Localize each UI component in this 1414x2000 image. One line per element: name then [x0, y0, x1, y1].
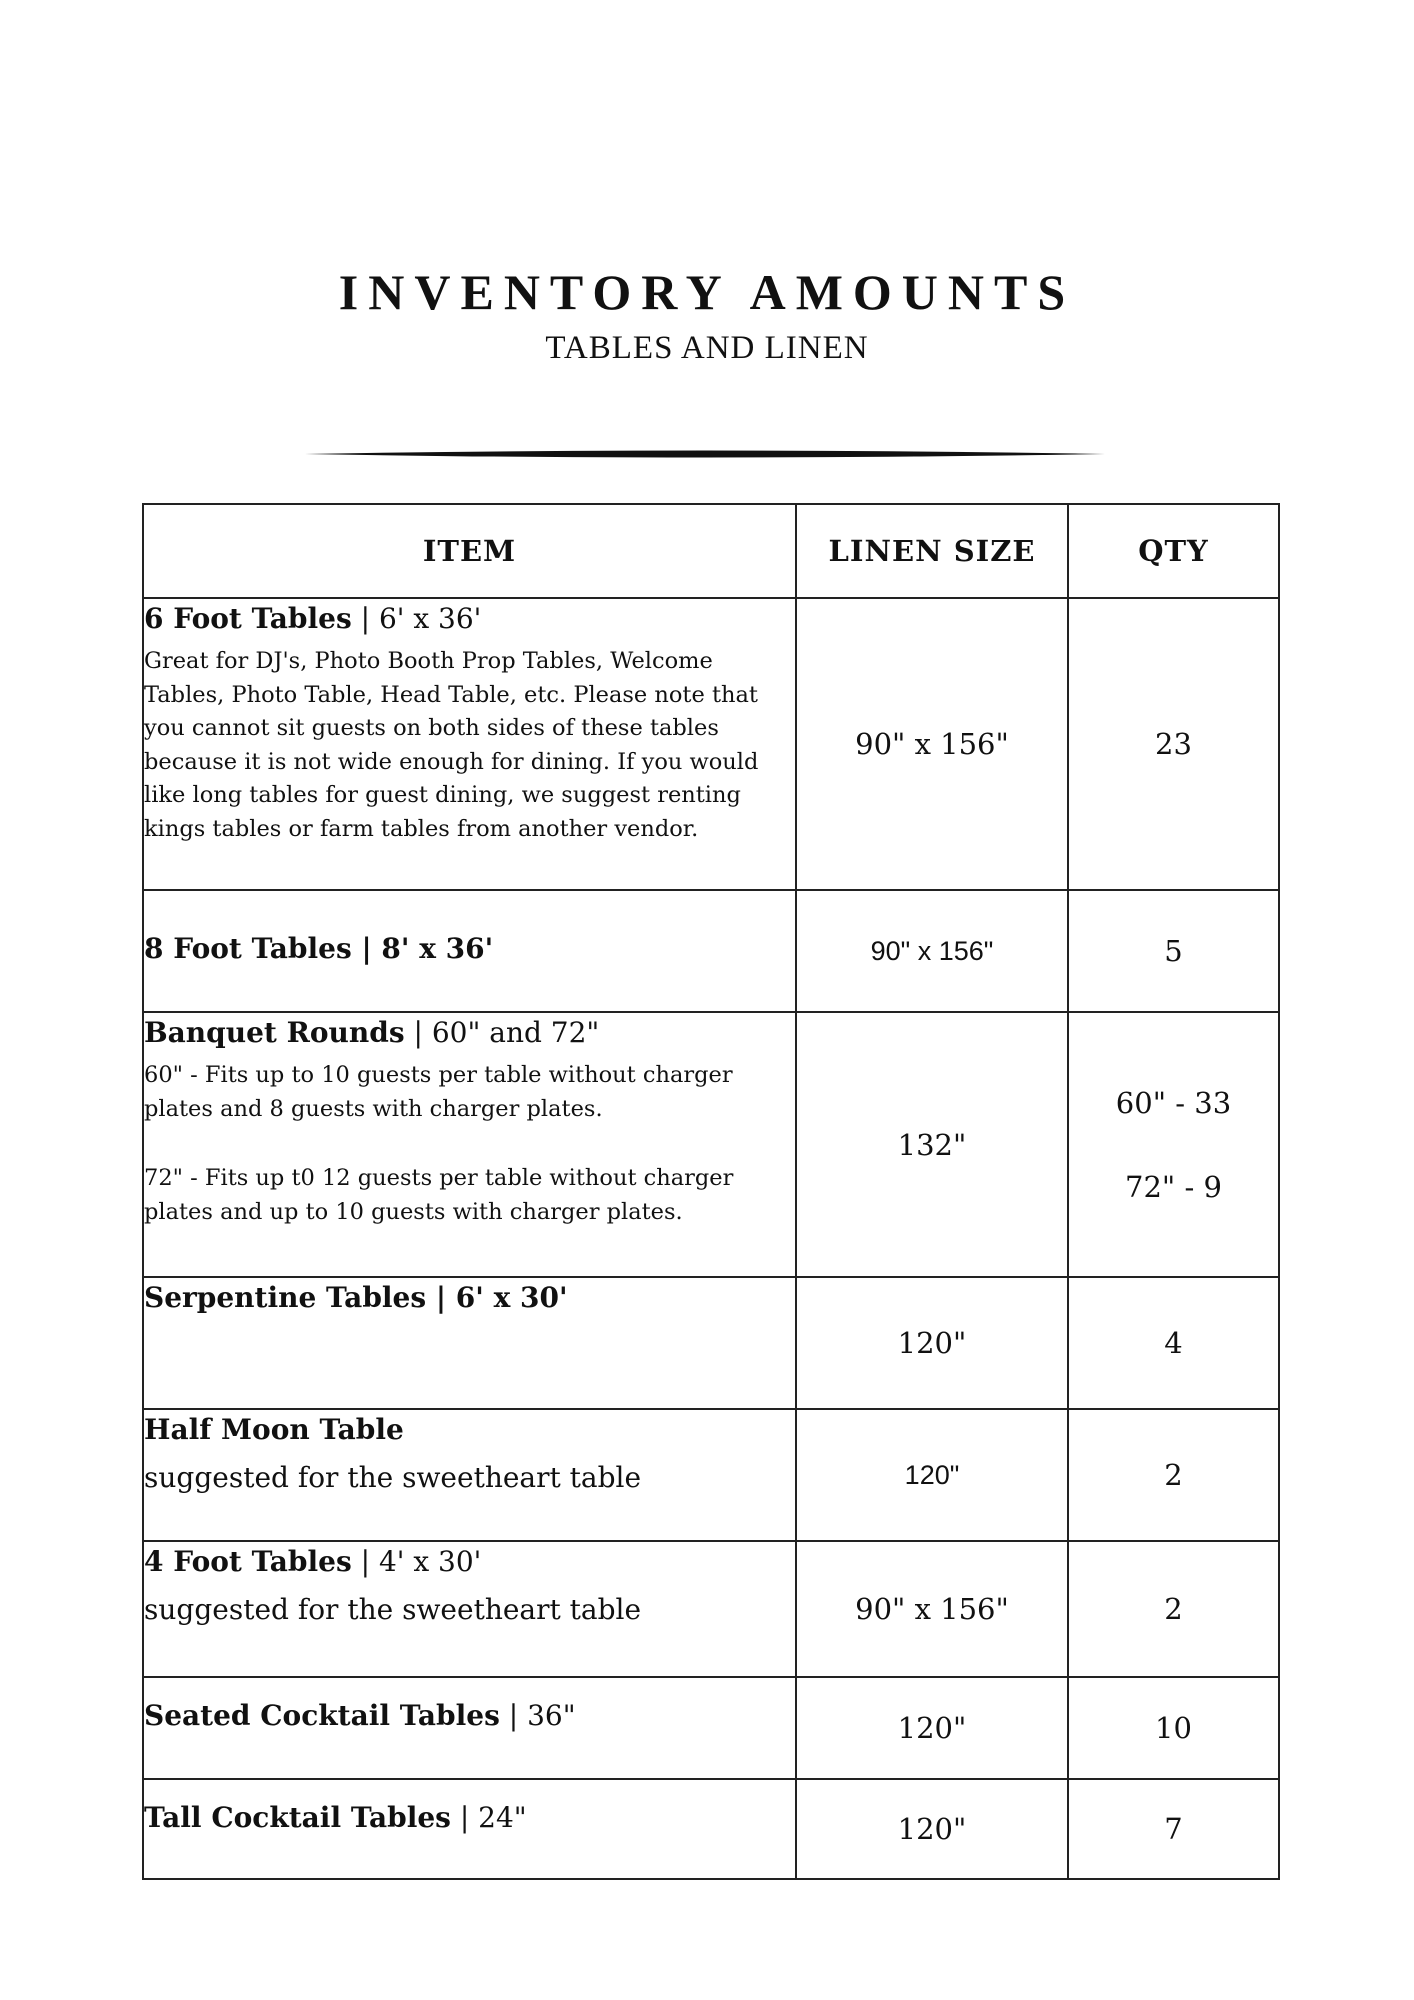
header-qty: QTY [1068, 504, 1279, 598]
header-linen-size: LINEN SIZE [796, 504, 1068, 598]
item-separator: | [450, 1801, 479, 1834]
qty-value: 60" - 33 [1115, 1085, 1232, 1120]
table-row [143, 890, 1279, 1012]
linen-size-cell: 120" [796, 1677, 1068, 1779]
item-name: Half Moon Table [144, 1413, 404, 1446]
item-cell [143, 1779, 796, 1879]
item-note: suggested for the sweetheart table [144, 1461, 642, 1494]
header-item: ITEM [143, 504, 796, 598]
item-cell [143, 1277, 796, 1409]
item-name: 8 Foot Tables | 8' x 36' [144, 932, 494, 965]
item-separator: | [404, 1016, 432, 1049]
item-separator: | [499, 1699, 528, 1732]
linen-size-cell: 90" x 156" [796, 1541, 1068, 1677]
qty-value: 72" - 9 [1125, 1169, 1222, 1204]
item-name: Serpentine Tables | 6' x 30' [144, 1281, 568, 1314]
item-description: 72" - Fits up t0 12 guests per table without charger plates and up to 10 guests with charger plates. [144, 1165, 734, 1225]
linen-size-cell: 90" x 156" [796, 890, 1068, 1012]
linen-size-cell: 120" [796, 1277, 1068, 1409]
qty-cell: 7 [1068, 1779, 1279, 1879]
item-spec: 36" [527, 1699, 576, 1732]
qty-cell: 2 [1068, 1409, 1279, 1541]
item-spec: 24" [478, 1801, 527, 1834]
item-spec: 6' x 36' [378, 602, 482, 635]
page-subtitle: TABLES AND LINEN [545, 330, 869, 366]
item-spec: 60" and 72" [431, 1016, 600, 1049]
table-row [143, 1277, 1279, 1409]
item-description: Great for DJ's, Photo Booth Prop Tables, Welcome Tables, Photo Table, Head Table, etc. Please note that you cannot sit guests on both sides of these tables because it is not wide enough for dining. If you would like long tables for guest dining, we suggest renting kings tables or farm tables from another vendor. [144, 648, 759, 842]
item-note: suggested for the sweetheart table [144, 1593, 642, 1626]
table-row [143, 1541, 1279, 1677]
item-cell [143, 1677, 796, 1779]
table-row [143, 1012, 1279, 1277]
item-cell [143, 598, 796, 890]
table-row [143, 1409, 1279, 1541]
inventory-table [142, 503, 1280, 1880]
linen-size-cell: 120" [796, 1409, 1068, 1541]
item-description: 60" - Fits up to 10 guests per table without charger plates and 8 guests with charger plates. [144, 1062, 733, 1122]
table-header-row [143, 504, 1279, 598]
item-spec: 4' x 30' [378, 1545, 482, 1578]
item-cell [143, 1012, 796, 1277]
qty-cell: 4 [1068, 1277, 1279, 1409]
item-name: 4 Foot Tables [144, 1545, 352, 1578]
item-name: Seated Cocktail Tables [144, 1699, 500, 1732]
linen-size-cell: 132" [796, 1012, 1068, 1277]
linen-size-cell: 120" [796, 1779, 1068, 1879]
qty-cell [1068, 1012, 1279, 1277]
linen-size-cell: 90" x 156" [796, 598, 1068, 890]
qty-cell: 23 [1068, 598, 1279, 890]
item-cell [143, 1409, 796, 1541]
item-cell [143, 1541, 796, 1677]
item-separator: | [351, 602, 379, 635]
qty-cell: 10 [1068, 1677, 1279, 1779]
table-row [143, 1779, 1279, 1879]
item-name: Banquet Rounds [144, 1016, 405, 1049]
table-row [143, 1677, 1279, 1779]
qty-cell: 5 [1068, 890, 1279, 1012]
item-separator: | [351, 1545, 379, 1578]
item-name: Tall Cocktail Tables [144, 1801, 451, 1834]
divider-line [305, 448, 1105, 460]
qty-cell: 2 [1068, 1541, 1279, 1677]
item-name: 6 Foot Tables [144, 602, 352, 635]
table-row [143, 598, 1279, 890]
item-cell [143, 890, 796, 1012]
page-title: INVENTORY AMOUNTS [338, 264, 1076, 320]
